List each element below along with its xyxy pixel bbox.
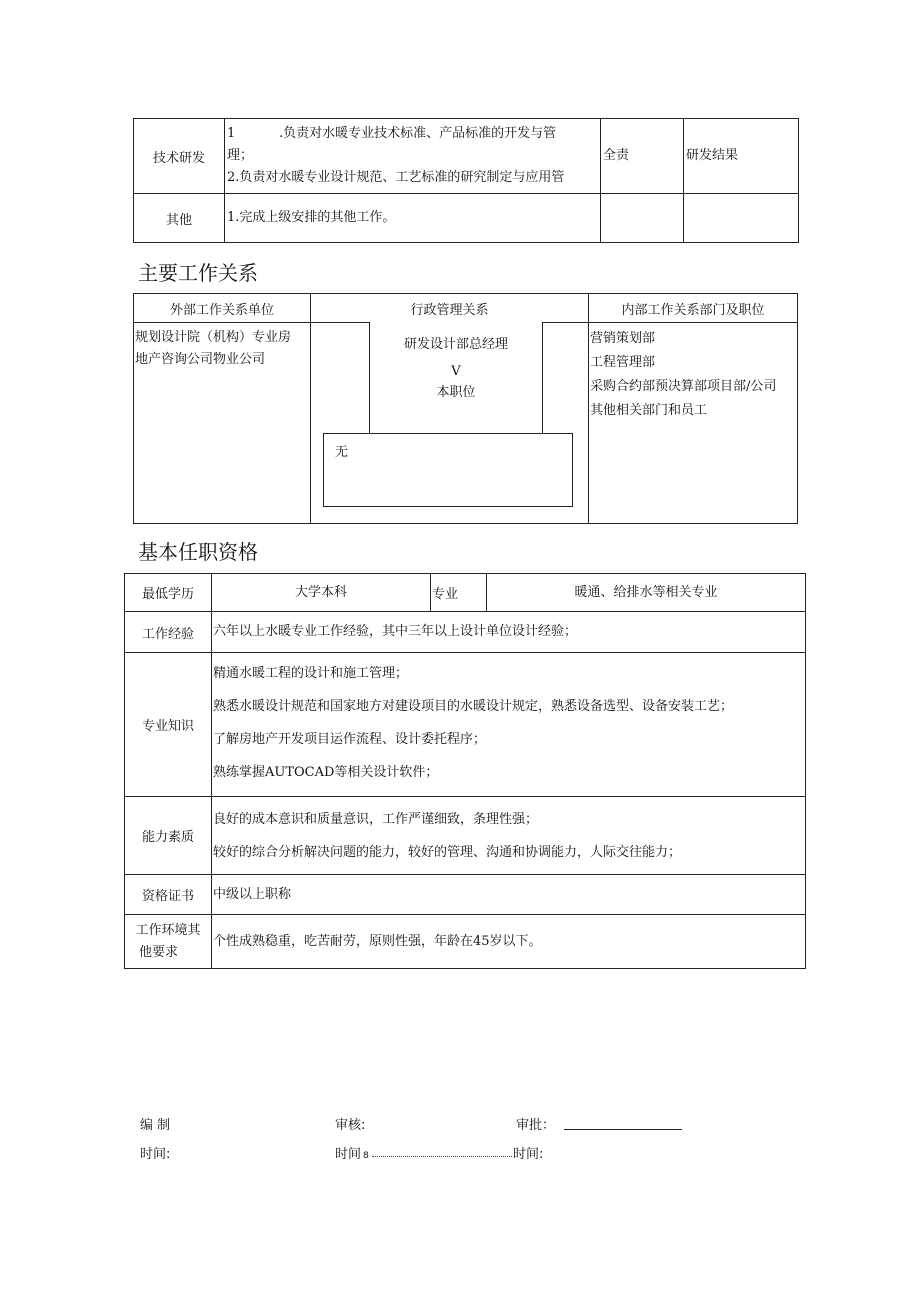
- external-line: 地产咨询公司物业公司: [135, 352, 266, 367]
- header-external: 外部工作关系单位: [134, 294, 311, 323]
- knowledge-item: 精通水暖工程的设计和施工管理；: [213, 666, 409, 681]
- internal-line: 工程管理部: [590, 355, 656, 370]
- ability-label: 能力素质: [125, 797, 212, 875]
- duty-line: 理；: [227, 148, 254, 163]
- table-row: [125, 875, 806, 915]
- header-internal: 内部工作关系部门及职位: [589, 294, 798, 323]
- arrow-down: V: [451, 364, 461, 379]
- table-row: [125, 915, 806, 969]
- section-title-qualifications: 基本任职资格: [138, 540, 258, 564]
- task-responsibility: [601, 194, 684, 243]
- header-admin: 行政管理关系: [311, 294, 589, 323]
- review-date-line: [372, 1156, 512, 1157]
- task-result: 研发结果: [684, 119, 799, 194]
- table-row: [134, 119, 799, 194]
- ability-item: 较好的综合分析解决问题的能力，较好的管理、沟通和协调能力，人际交往能力；: [213, 844, 682, 860]
- internal-line: 其他相关部门和员工: [590, 403, 708, 418]
- task-table: [133, 118, 799, 243]
- task-label-tech: 技术研发: [134, 119, 225, 194]
- task-duty-other: 1.完成上级安排的其他工作。: [225, 194, 601, 243]
- internal-line: 营销策划部: [590, 331, 656, 346]
- time-label: [335, 1143, 369, 1162]
- section-title-relations: 主要工作关系: [138, 261, 258, 285]
- table-row: [125, 612, 806, 653]
- current-position: 本职位: [436, 385, 476, 400]
- knowledge-label: 专业知识: [125, 653, 212, 797]
- external-line: 规划设计院（机构）专业房: [135, 330, 292, 345]
- table-row: [125, 574, 806, 612]
- review-label: 审核:: [335, 1118, 366, 1133]
- ability-item: 良好的成本意识和质量意识，工作严谨细致，条理性强；: [213, 811, 539, 827]
- duty-line: .负责对水暖专业技术标准、产品标准的开发与管: [279, 126, 557, 141]
- approve-label: 审批：: [516, 1118, 556, 1133]
- knowledge-item: 熟练掌握AUTOCAD等相关设计软件；: [213, 765, 439, 780]
- time-label: 时间:: [513, 1147, 544, 1162]
- task-result: [684, 194, 799, 243]
- cert-value: 中级以上职称: [212, 875, 806, 915]
- approve-signature-line: [564, 1129, 682, 1130]
- task-responsibility: 全责: [601, 119, 684, 194]
- time-label-text: 时间: [335, 1147, 362, 1162]
- major-value: 暖通、给排水等相关专业: [487, 574, 806, 612]
- knowledge-item: 了解房地产开发项目运作流程、设计委托程序；: [213, 732, 487, 747]
- qualifications-table: [124, 573, 806, 969]
- knowledge-item: 熟悉水暖设计规范和国家地方对建设项目的水暖设计规定，熟悉设备选型、设备安装工艺；: [213, 699, 734, 714]
- task-label-other: 其他: [134, 194, 225, 243]
- table-row: [134, 194, 799, 243]
- env-label-line: 他要求: [139, 944, 179, 960]
- education-value: 大学本科: [212, 574, 431, 612]
- time-label: 时间:: [140, 1147, 171, 1162]
- compile-label: 编 制: [140, 1118, 171, 1133]
- duty-line: 2.负责对水暖专业设计规范、工艺标准的研究制定与应用管: [227, 170, 565, 185]
- internal-line: 采购合约部预决算部项目部/公司: [590, 379, 777, 394]
- env-value: 个性成熟稳重，吃苦耐劳，原则性强，年龄在45岁以下。: [212, 915, 806, 969]
- subordinate-text: 无: [335, 445, 349, 460]
- table-row: [125, 653, 806, 797]
- task-duty-tech: [225, 119, 601, 194]
- experience-value: 六年以上水暖专业工作经验，其中三年以上设计单位设计经验；: [212, 612, 806, 653]
- cert-label: 资格证书: [125, 875, 212, 915]
- subordinate-box: [323, 433, 573, 507]
- env-label: [125, 915, 212, 969]
- ability-value: [212, 797, 806, 875]
- table-row: [125, 797, 806, 875]
- major-label: 专业: [431, 574, 487, 612]
- education-label: 最低学历: [125, 574, 212, 612]
- experience-label: 工作经验: [125, 612, 212, 653]
- internal-departments: [589, 323, 798, 524]
- superior-title: 研发设计部总经理: [403, 337, 508, 352]
- duty-number: 1: [227, 126, 236, 141]
- env-label-line: 工作环境其: [135, 922, 201, 938]
- time-suffix: 8: [363, 1151, 369, 1161]
- table-header-row: [134, 294, 798, 323]
- external-units: [134, 323, 311, 524]
- knowledge-value: [212, 653, 806, 797]
